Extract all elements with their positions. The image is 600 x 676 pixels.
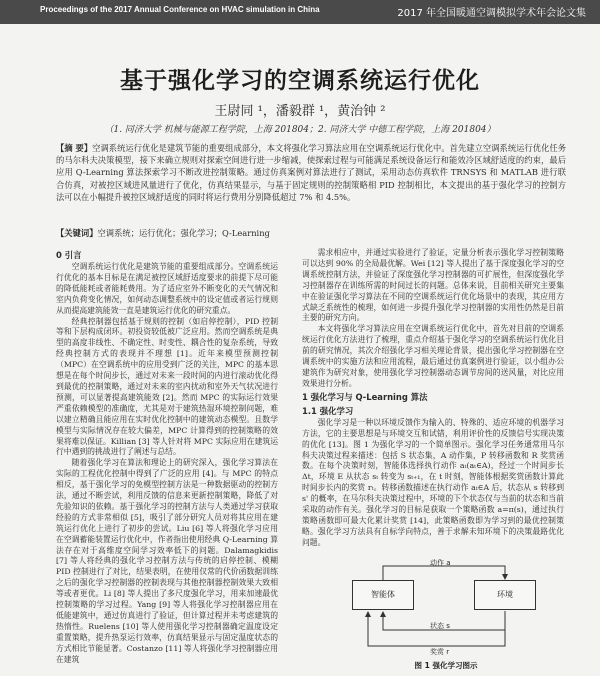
header-conference-cn: 2017 年全国暖通空调模拟学术年会论文集 (397, 8, 586, 19)
action-label: 动作 a (430, 559, 451, 567)
paragraph: 强化学习是一种以环境反馈作为输入的、特殊的、适应环境的机器学习方法，它的主要思想是与环境交互和试错，利用评价性的反馈信号实现决策的优化 [13]。图 1 为强化学习的一个简单图示。强化学习任务通常用马尔科夫决策过程来描述：包括 S 状态集，A 动作集，P 转移函数和 R 奖赏函数。在每个决策时刻，智能体选择执行动作 aₜ(aₜ∈A)，经过一个时间步长 Δt，环境 E 从状态 sₜ 转变为 sₜ₊₁，在 t 时刻，智能体根据奖赏函数计算此时间步长内的奖赏 rₜ。转移函数描述在执行动作 aₜ∈A 后，状态从 s 转移到 s' 的概率，在马尔科夫决策过程中，环境的下个状态仅与当前的状态和当前采取的动作有关。强化学习的目标是获取一个策略函数 a=π(s)，通过执行策略函数即可最大化累计奖赏 [14]，此策略函数即为学习到的最优控制策略。强化学习方法具有自标学向特点，善于求解未知环境下的决策最路优化问题。 (302, 417, 564, 547)
running-header (0, 0, 600, 24)
left-column (56, 248, 278, 664)
keywords (56, 227, 566, 239)
right-column (302, 248, 564, 558)
paragraph: 经典控制器包括基于规则的控制（如启停控制），PID 控制等和下层构成闭环。初投资较低被广泛应用。然而空调系统是典型的高度非线性、不确定性、时变性、耦合性的复杂系统，导致经典控制方式的表现并不理想 [1]。近年来模型预测控制（MPC）在空调系统中的应用受到广泛的关注，MPC 的基本思想是在每个时间步长，通过对未来一段时间的内进行滚动优化得到最优的控制策略，通过对未来的室内扰动和室外天气状况进行预测，可以显著提高建筑能效 [2]。然而 MPC 的实际运行效果严重依赖模型的准确度，尤其是对于建筑热湿环境控制问题，难以建立精确且能应用在实时优化控制中的建筑动态模型。且数学模型与实际情况存在较大偏差，MPC 计算得到的控制策略的效果将难以保证。Killian [3] 等人针对将 MPC 实际应用在建筑运行中遇到的挑战进行了阐述与总结。 (56, 316, 278, 457)
section-heading-1: 1 强化学习与 Q-Learning 算法 (302, 391, 428, 402)
section-heading-1-1: 1.1 强化学习 (302, 405, 354, 416)
keywords-text: 空调系统；运行优化；强化学习；Q-Learning (97, 228, 270, 238)
abstract-label: 【摘 要】 (56, 143, 93, 153)
reward-label: 奖赏 r (430, 648, 450, 656)
affiliation: （1. 同济大学 机械与能源工程学院，上海 201804；2. 同济大学 中德工程学院，上海 201804） (104, 125, 496, 135)
figure-caption: 图 1 强化学习图示 (414, 661, 478, 670)
abstract (56, 142, 566, 203)
paragraph: 随着强化学习在算法和理论上的研究深入，强化学习算法在实际的工程优化控制中得到了广泛的应用 [4]。与 MPC 的特点相反，基于强化学习的免模型控制方法是一种数据驱动的控制方法，通过不断尝试，利用反馈的信息来更新控制策略，降低了对先验知识的依赖。基于强化学习的控制方法与人类通过学习获取经验的方式非常相似 [5]，吸引了部分研究人员对将其应用在建筑运行优化上进行了初步的尝试。Liu [6] 等人将强化学习应用在空调蓄能装置运行优化中，作者指出使用经典 Q-Learning 算法存在对于高维度空间学习效率低下的问题。Dalamagkidis [7] 等人将经典的强化学习控制方法与传统的启停控制、模糊 PID 控制进行了对比，结果表明，在使用仅常的代价函数据训练之后的强化学习控制器的控制表现与其他控制器控制效果大致相等或者更优。Li [8] 等人提出了多尺度强化学习，用来加速最优控制策略的学习过程。Yang [9] 等人将强化学习控制器应用在低能建筑中，通过仿真进行了验证，但计算过程并未考虑建筑的热惰性。Ruelens [10] 等人使用强化学习控制器确定温度设定重置策略，提升热泵运行效率，仿真结果显示与固定温度状态的方式相比节能显著。Costanzo [11] 等人将强化学习控制器应用在建筑 (56, 458, 278, 664)
paragraph: 本文将强化学习算法应用在空调系统运行优化中，首先对目前的空调系统运行优化方法进行了梳理，重点介绍基于强化学习的空调系统运行优化目前的研究情况，其次介绍强化学习相关理论背景，提出强化学习控制器在空调系统中的实施方法和应用流程，最后通过仿真案例进行验证，以小组办公建筑作为研究对象，使用强化学习控制器动态调节房间的送风量，对比应用效果进行分析。 (302, 324, 564, 388)
section-heading-intro: 0 引言 (56, 250, 82, 260)
rl-diagram (346, 558, 546, 658)
header-conference-en: Proceedings of the 2017 Annual Conference on HVAC simulation in China (40, 5, 320, 14)
author-list: 王尉同 ¹，潘毅群 ¹，黄治钟 ² (214, 104, 386, 119)
state-label: 状态 s (430, 622, 450, 630)
action-arrow (383, 566, 505, 580)
paragraph: 需求相应中，并通过实验进行了验证，定量分析表示强化学习控制策略可以达到 90% 的全局最优解。Wei [12] 等人提出了基于深度强化学习的空调系统控制方法，并验证了深度强化学习控制器的可扩展性，但深度强化学习控制器存在训练所需的时间过长的问题。总体来说，目前相关研究主要集中在验证强化学习算法在不同的空调系统运行优化场景中的表现，其应用方式缺乏系统性的梳理，如何进一步提升强化学习控制器的实用性仍然是目前主要的研究方向。 (302, 248, 564, 323)
paper-title: 基于强化学习的空调系统运行优化 (120, 68, 480, 94)
environment-box: 环境 (474, 580, 536, 610)
keywords-label: 【关键词】 (56, 228, 98, 238)
abstract-text: 空调系统运行优化是建筑节能的重要组成部分，本文将强化学习算法应用在空调系统运行优化中。首先建立空调系统运行优化任务的马尔科夫决策模型，接下来确立规则对探索空间进行进一步缩减，使探索过程与可能满足系统设备运行和能效冷区域舒适度的约束，最后应用 Q-Learning 算法探索学习不断改进控制策略。通过仿真案例对算法进行了测试，采用动态仿真软件 TRNSYS 和 MATLAB 进行联合仿真，对被控区域进风量进行了优化，仿真结果显示，与基于固定规则的控制策略相 PID 控制相比，本文提出的基于强化学习的控制方法可以在小幅提升被控区域舒适度的同时将运行费用分别降低超过 7% 和 4.5%。 (56, 143, 567, 202)
agent-box: 智能体 (352, 580, 414, 610)
paragraph: 空调系统运行优化是建筑节能的重要组成部分。空调系统运行优化的基本目标是在满足被控区域舒适度要求的前提下尽可能的降低能耗或者能耗费用。为了适应室外不断变化的天气情况和室内负荷变化情况，如何动态调整系统中的设定值或者运行规则从而提高建筑能效一直是建筑运行优化的研究重点。 (56, 262, 278, 315)
